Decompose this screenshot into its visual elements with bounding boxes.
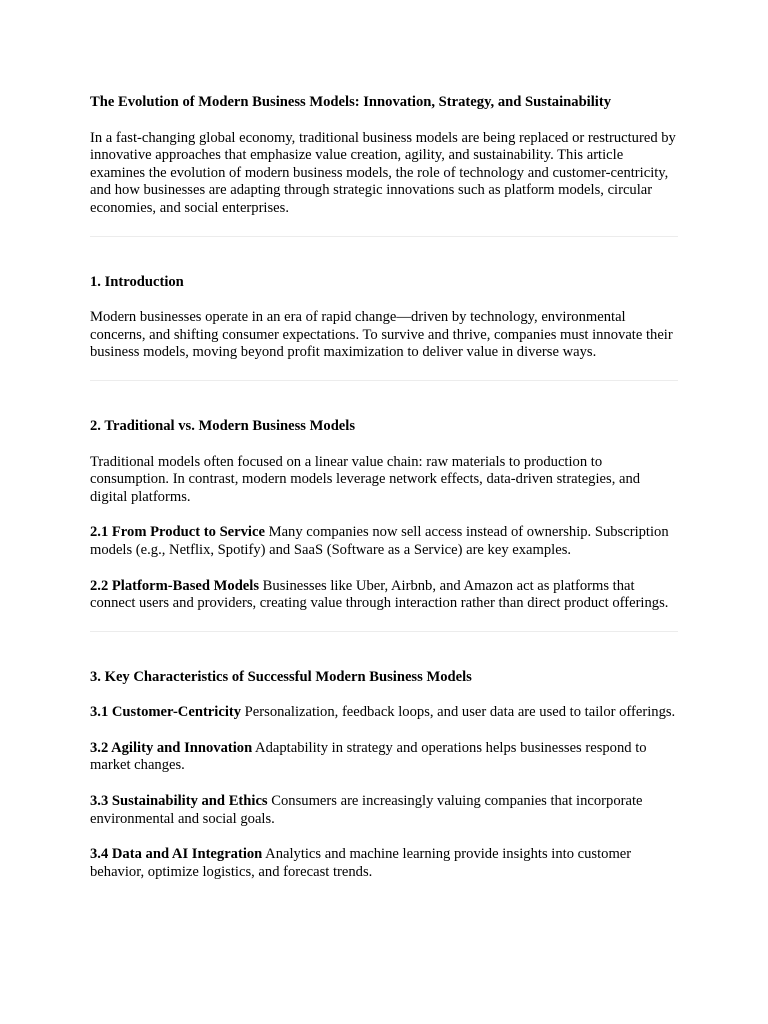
subsection-label: 3.2 Agility and Innovation <box>90 739 253 756</box>
subsection-text: Many companies now sell access instead of ownership. Subscription models (e.g., Netflix, Spotify) and SaaS (Software as a Service) are key examples. <box>90 524 669 558</box>
traditional-vs-modern-paragraph: Traditional models often focused on a linear value chain: raw materials to production to consumption. In contrast, modern models leverage network effects, data-driven strategies, and digital platforms. <box>90 453 641 505</box>
subsection-agility-innovation <box>90 740 678 775</box>
subsection-label: 2.1 From Product to Service <box>90 524 265 541</box>
subsection-customer-centricity <box>90 704 678 722</box>
document-title: The Evolution of Modern Business Models: Innovation, Strategy, and Sustainability <box>90 94 612 110</box>
subsection-platform-based-models <box>90 578 678 613</box>
subsection-text: Consumers are increasingly valuing companies that incorporate environmental and social goals. <box>90 793 643 827</box>
abstract-paragraph: In a fast-changing global economy, traditional business models are being replaced or restructured by innovative approaches that emphasize value creation, agility, and sustainability. This article examines the evolution of modern business models, the role of technology and customer-centricity, and how businesses are adapting through strategic innovations such as platform models, circular economies, and social enterprises. <box>90 129 676 216</box>
subsection-text: Adaptability in strategy and operations helps businesses respond to market changes. <box>90 739 647 774</box>
subsection-data-ai-integration <box>90 846 678 881</box>
subsection-text: Analytics and machine learning provide insights into customer behavior, optimize logistics, and forecast trends. <box>90 846 632 880</box>
subsection-text: Businesses like Uber, Airbnb, and Amazon act as platforms that connect users and providers, creating value through interaction rather than direct product offerings. <box>90 577 669 612</box>
traditional-vs-modern-heading: 2. Traditional vs. Modern Business Models <box>90 417 356 434</box>
section-divider <box>90 236 678 237</box>
subsection-sustainability-ethics <box>90 793 678 828</box>
subsection-product-to-service <box>90 524 678 559</box>
introduction-paragraph: Modern businesses operate in an era of rapid change—driven by technology, environmental concerns, and shifting consumer expectations. To survive and thrive, companies must innovate their business models, moving beyond profit maximization to deliver value in diverse ways. <box>90 309 673 361</box>
subsection-label: 3.3 Sustainability and Ethics <box>90 793 268 810</box>
subsection-label: 2.2 Platform-Based Models <box>90 577 260 594</box>
section-divider <box>90 380 678 381</box>
key-characteristics-heading: 3. Key Characteristics of Successful Modern Business Models <box>90 668 472 685</box>
section-divider <box>90 631 678 632</box>
introduction-heading: 1. Introduction <box>90 273 184 290</box>
subsection-text: Personalization, feedback loops, and user data are used to tailor offerings. <box>241 704 676 721</box>
subsection-label: 3.4 Data and AI Integration <box>90 846 263 863</box>
subsection-label: 3.1 Customer-Centricity <box>90 704 242 721</box>
